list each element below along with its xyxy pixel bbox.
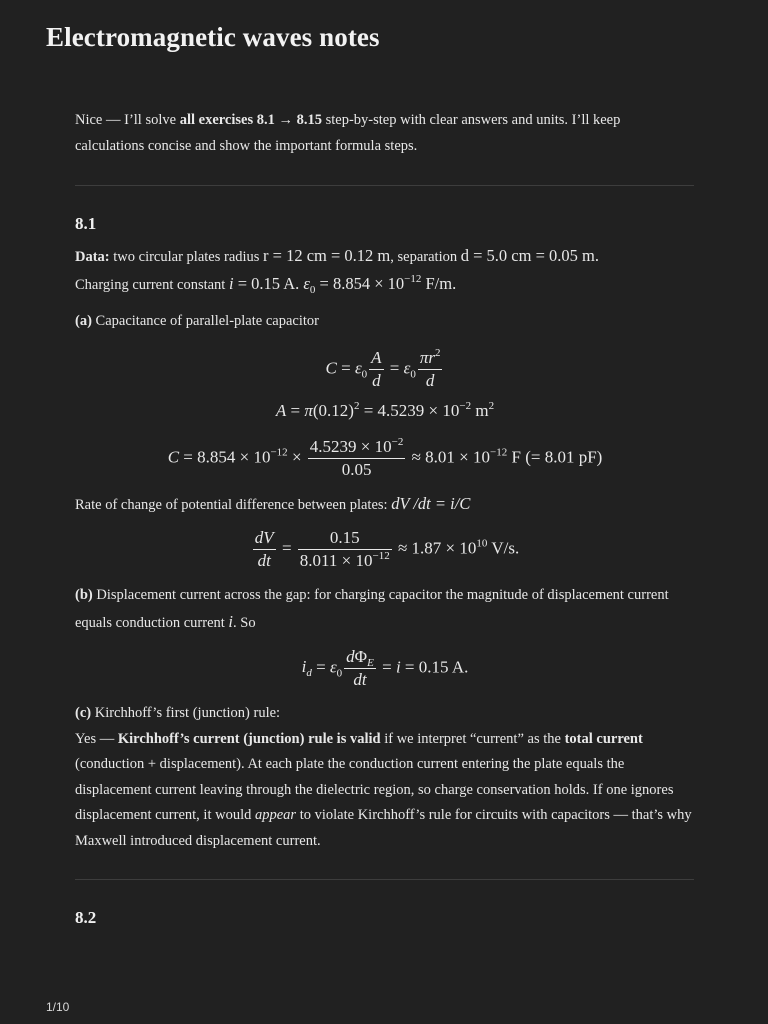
displacement-current-equation: $i_d = \varepsilon_0$ $\frac{d\Phi_E}{dt}$ = i = 0.15 A. (301, 647, 469, 689)
part-c-bold-total: total current (564, 730, 643, 747)
intro-bold-range-start: all exercises 8.1 (179, 112, 275, 128)
page-number: 1/10 (46, 1000, 70, 1014)
part-b-paragraph (75, 583, 695, 636)
part-c-mid: if we interpret “current” as the (380, 730, 565, 747)
data-paragraph (75, 243, 695, 298)
current-value: i = 0.15 A. $\varepsilon_0 = 8.854 \times 10^{-12}$ F/m. (228, 272, 457, 296)
part-b-label: (b) (75, 587, 93, 603)
rate-text: Rate of change of potential difference between plates: (75, 497, 392, 513)
area-equation: $A = \pi(0.12)^2 = 4.5239 \times 10^{-2}$ $m^2$ (275, 400, 495, 420)
part-a-text: Capacitance of parallel-plate capacitor (91, 313, 319, 329)
section-heading-8-2: 8.2 (75, 908, 97, 927)
part-c-conclusion: to violate Kirchhoff’s rule for circuits with capacitors — that’s why Maxwell introduced displacement current. (75, 807, 692, 849)
intro-arrow: → (274, 112, 297, 128)
part-c-text: Kirchhoff’s first (junction) rule: (91, 705, 281, 721)
separation-text: , separation (390, 249, 461, 265)
capacitance-calculation: $C = 8.854 \times 10^{-12}$ × $\frac{4.5239 \times 10^{-2}}{0.05}$ ≈ $8.01 \times 10^{-12}$ F (= 8.01 pF) (167, 436, 603, 479)
data-label: Data: (75, 249, 110, 265)
capacitance-formula: $C = \varepsilon_0$ $\frac{A}{d}$ = $\varepsilon_0$ $\frac{\pi r^2}{d}$ (325, 347, 441, 390)
part-c-yes: Yes — (75, 730, 118, 747)
part-c-bold-statement: Kirchhoff’s current (junction) rule is valid (117, 730, 381, 747)
current-symbol: i (228, 611, 233, 631)
section-divider (75, 185, 694, 186)
part-c-label: (c) (75, 705, 92, 721)
intro-bold-range-end: 8.15 (296, 112, 322, 128)
part-a-paragraph (75, 309, 695, 335)
part-c-paragraph (75, 701, 695, 854)
part-b-so: . So (233, 614, 256, 631)
document-title: Electromagnetic waves notes (46, 22, 380, 52)
section-divider-2 (75, 879, 694, 880)
current-text: Charging current constant (75, 276, 229, 293)
separation-value: d = 5.0 cm = 0.05 m. (460, 246, 599, 265)
part-c-explanation: (conduction + displacement). At each plate the conduction current entering the plate equals the displacement current leaving through the dielectric region, so charge conservation holds. If one ignores displacement current, it would (75, 756, 674, 823)
rate-paragraph (75, 491, 695, 519)
part-b-text: Displacement current across the gap: for charging capacitor the magnitude of displacement current equals conduction current (75, 587, 669, 631)
intro-paragraph (75, 108, 685, 159)
intro-text: Nice — I’ll solve (75, 112, 180, 128)
data-text: two circular plates radius (109, 249, 264, 265)
section-heading-8-1: 8.1 (75, 214, 97, 233)
intro-text-end: step-by-step with clear answers and units. I’ll keep calculations concise and show the important formula steps. (75, 112, 621, 154)
voltage-rate-calculation: $\frac{dV}{dt}$ = $\frac{0.15}{8.011 \times 10^{-12}}$ ≈ $1.87 \times 10^{10}$ V/s. (254, 528, 520, 570)
rate-formula: dV /dt = i/C (391, 494, 471, 513)
part-a-label: (a) (75, 313, 92, 329)
part-c-emphasis: appear (255, 807, 297, 823)
radius-value: r = 12 cm = 0.12 m (263, 246, 391, 265)
